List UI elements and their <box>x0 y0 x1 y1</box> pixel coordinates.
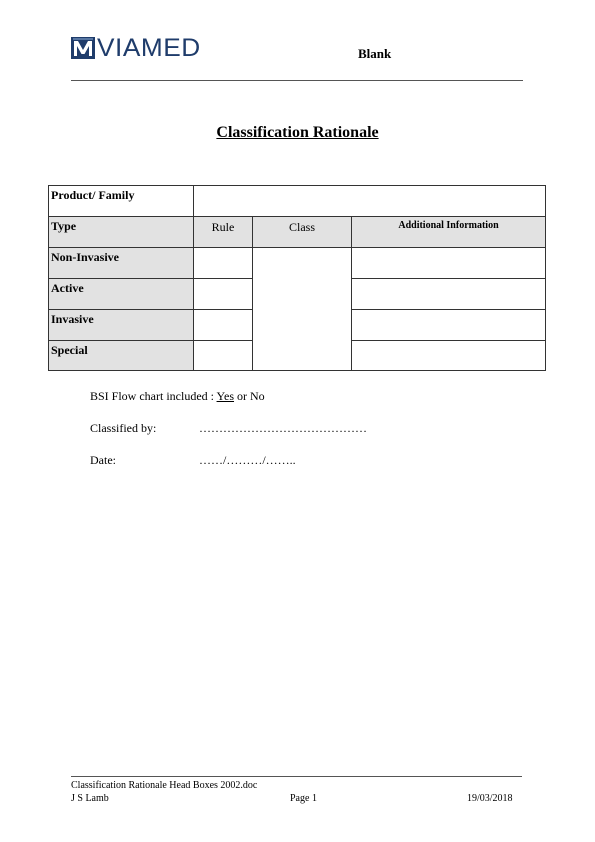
footer-divider <box>71 776 522 777</box>
viamed-logo-mark-icon <box>71 37 95 59</box>
class-cell[interactable] <box>252 247 352 371</box>
row-label-special: Special <box>48 340 194 371</box>
classified-by-field[interactable]: …………………………………… <box>199 421 367 435</box>
footer-filename: Classification Rationale Head Boxes 2002.doc <box>71 780 258 791</box>
classified-by-label: Classified by: <box>90 421 157 435</box>
rule-cell-special[interactable] <box>193 340 253 371</box>
info-cell-special[interactable] <box>351 340 546 371</box>
flow-chart-label: BSI Flow chart included : <box>90 389 217 403</box>
column-header-class: Class <box>252 216 352 248</box>
rule-cell-active[interactable] <box>193 278 253 310</box>
viamed-logo <box>71 34 201 62</box>
logo-text: VIAMED <box>97 34 201 62</box>
date-label: Date: <box>90 453 116 467</box>
footer-author: J S Lamb <box>71 793 109 804</box>
classification-table <box>48 185 546 371</box>
info-cell-non-invasive[interactable] <box>351 247 546 279</box>
page-title: Classification Rationale <box>216 124 379 141</box>
footer-page-number: Page 1 <box>290 793 317 804</box>
row-label-active: Active <box>48 278 194 310</box>
info-cell-active[interactable] <box>351 278 546 310</box>
flow-chart-yes-option[interactable]: Yes <box>216 389 235 403</box>
product-family-label: Product/ Family <box>48 185 194 217</box>
rule-cell-invasive[interactable] <box>193 309 253 341</box>
document-status: Blank <box>358 46 392 61</box>
date-field[interactable]: ……/………/…….. <box>199 453 296 467</box>
info-cell-invasive[interactable] <box>351 309 546 341</box>
header-divider <box>71 80 523 81</box>
row-label-invasive: Invasive <box>48 309 194 341</box>
column-header-type: Type <box>48 216 194 248</box>
footer-date: 19/03/2018 <box>467 793 513 804</box>
column-header-additional-information: Additional Information <box>351 216 546 248</box>
product-family-field[interactable] <box>193 185 546 217</box>
column-header-rule: Rule <box>193 216 253 248</box>
flow-chart-no-option[interactable]: or No <box>234 389 265 403</box>
row-label-non-invasive: Non-Invasive <box>48 247 194 279</box>
rule-cell-non-invasive[interactable] <box>193 247 253 279</box>
flow-chart-line <box>90 389 265 404</box>
